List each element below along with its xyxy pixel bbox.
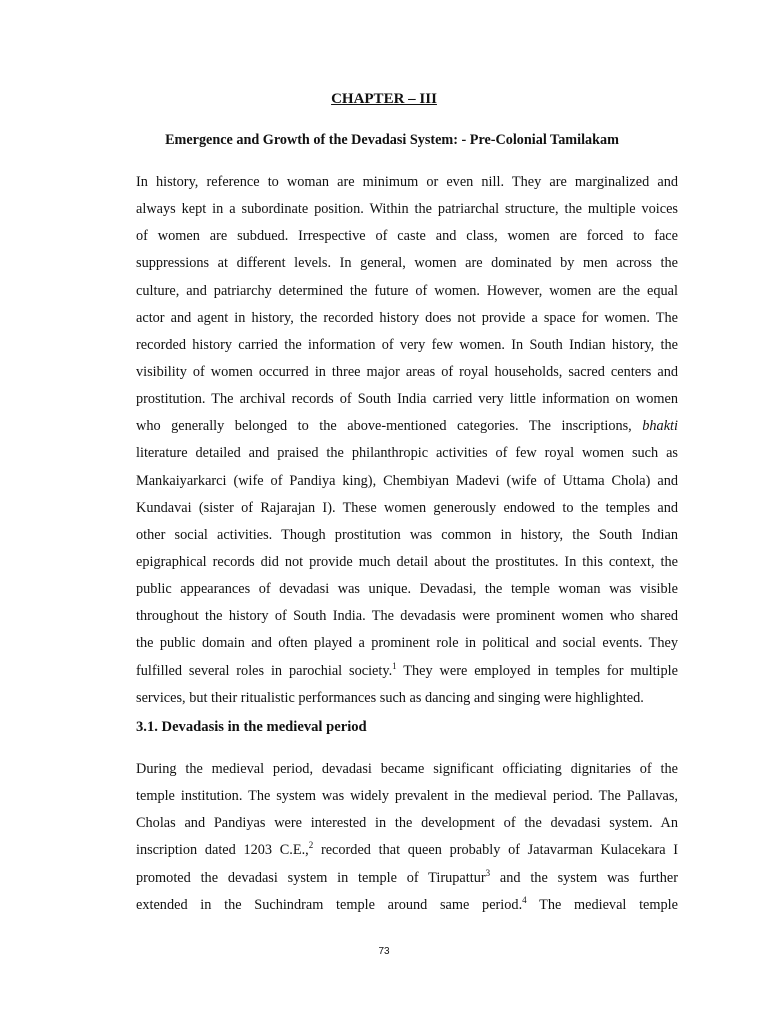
text-line: promoted the devadasi system in temple of Tirupattur$^3$ and the system was further	[136, 867, 678, 886]
text-line: epigraphical records did not provide much detail about the prostitutes. In this context, the	[136, 553, 678, 570]
footnote-reference[interactable]: 4	[522, 894, 527, 905]
text-line: suppressions at different levels. In general, women are dominated by men across the	[136, 255, 678, 272]
body-paragraph-medieval	[136, 756, 678, 919]
page-number: 73	[378, 946, 390, 957]
chapter-title: Emergence and Growth of the Devadasi System: - Pre-Colonial Tamilakam	[165, 132, 619, 148]
text-line: In history, reference to woman are minimum or even nill. They are marginalized and	[136, 174, 678, 190]
text-line: recorded history carried the information of very few women. In South Indian history, the	[136, 336, 678, 353]
text-line: actor and agent in history, the recorded history does not provide a space for women. The	[136, 309, 678, 326]
text-line: of women are subdued. Irrespective of caste and class, women are forced to face	[136, 228, 678, 245]
text-line: Cholas and Pandiyas were interested in the development of the devadasi system. An	[136, 815, 678, 832]
section-heading: 3.1. Devadasis in the medieval period	[136, 719, 367, 735]
footnote-reference[interactable]: 3	[485, 867, 491, 878]
text-line: temple institution. The system was widely prevalent in the medieval period. The Pallavas,	[136, 788, 678, 805]
text-line: prostitution. The archival records of South India carried very little information on women	[136, 391, 678, 408]
text-line: Kundavai (sister of Rajarajan I). These women generously endowed to the temples and	[136, 499, 678, 516]
text-line: the public domain and often played a prominent role in political and social events. They	[136, 635, 678, 652]
text-line: throughout the history of South India. The devadasis were prominent women who shared	[136, 608, 678, 625]
body-paragraph-intro	[136, 169, 678, 712]
text-line: literature detailed and praised the philanthropic activities of few royal women such as	[136, 445, 678, 462]
text-line: culture, and patriarchy determined the future of women. However, women are the equal	[136, 282, 678, 299]
text-line: services, but their ritualistic performances such as dancing and singing were highlighted.	[136, 689, 644, 706]
text-line: fulfilled several roles in parochial society.$^1$ They were employed in temples for multiple	[136, 660, 678, 679]
text-line: inscription dated 1203 C.E.,$^2$ recorded that queen probably of Jatavarman Kulacekara I	[136, 840, 678, 859]
text-line: who generally belonged to the above-mentioned categories. The inscriptions, bhakti	[136, 418, 678, 435]
footnote-reference[interactable]: 1	[392, 660, 397, 671]
italic-term: bhakti	[642, 418, 678, 435]
text-line: During the medieval period, devadasi became significant officiating dignitaries of the	[136, 761, 678, 777]
text-line: public appearances of devadasi was unique. Devadasi, the temple woman was visible	[136, 581, 678, 598]
footnote-reference[interactable]: 2	[308, 840, 314, 851]
text-line: other social activities. Though prostitution was common in history, the South Indian	[136, 526, 678, 543]
text-line: Mankaiyarkarci (wife of Pandiya king), Chembiyan Madevi (wife of Uttama Chola) and	[136, 472, 678, 489]
text-line: extended in the Suchindram temple around same period.$^4$ The medieval temple	[136, 894, 678, 913]
text-line: always kept in a subordinate position. Within the patriarchal structure, the multiple voices	[136, 201, 678, 218]
chapter-heading: CHAPTER – III	[331, 91, 437, 107]
text-line: visibility of women occurred in three major areas of royal households, sacred centers and	[136, 363, 678, 380]
